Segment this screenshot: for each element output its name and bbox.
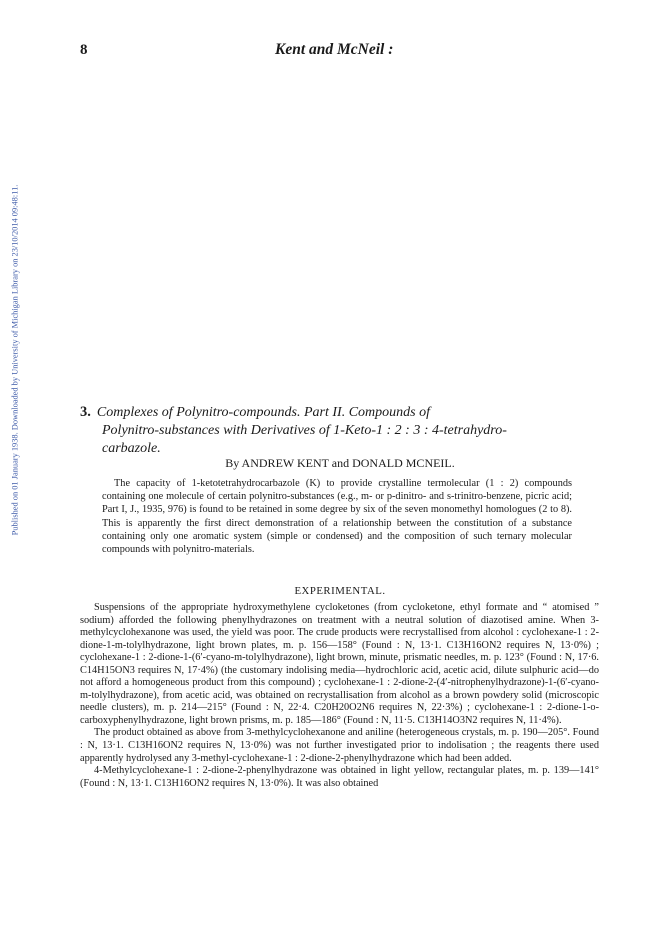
paragraph-2: The product obtained as above from 3-methylcyclohexanone and aniline (heterogeneous crystals, m. p. 190—205°. Found : N, 13·1. C13H16ON2 requires N, 13·0%) was not further investigated prior to indolisation ; the reagents there used apparently hydrolysed any 3-methyl-cyclohexane-1 : 2-dione-2-phenylhydrazone which had been added. (80, 727, 599, 764)
paragraph-3: 4-Methylcyclohexane-1 : 2-dione-2-phenylhydrazone was obtained in light yellow, rectangular plates, m. p. 139—141° (Found : N, 13·1. C13H16ON2 requires N, 13·0%). It was also obtained (80, 765, 599, 789)
page-number: 8 (80, 42, 88, 58)
article-number: 3. (80, 404, 91, 420)
download-watermark (9, 110, 21, 610)
running-head: Kent and McNeil : (275, 41, 394, 58)
abstract (102, 477, 572, 556)
section-heading: EXPERIMENTAL. (294, 585, 386, 597)
authors: By ANDREW KENT and DONALD MCNEIL. (225, 456, 455, 470)
abstract-text: The capacity of 1-ketotetrahydrocarbazole (K) to provide crystalline termolecular (1 : 2) compounds containing one molecule of certain polynitro-substances (e.g., m- or p-dinitro- and s-trinitro-benzene, picric acid; Part I, J., 1935, 976) is found to be retained in some degree by six of the seven monomethyl homologues (2 to 8). This is apparently the first direct demonstration of a relationship between the constitution of a substance containing only one aromatic system (simple or condensed) and the composition of such ternary molecular compounds with polynitro-materials. (102, 478, 572, 556)
article-title-line-1 (80, 403, 600, 422)
article-title (80, 403, 600, 458)
download-watermark-text: Published on 01 January 1938. Downloaded by University of Michigan Library on 23/10/2014 09:48:11. (10, 184, 20, 536)
article-title-line-3: carbazole. (102, 441, 161, 456)
body-text (80, 602, 599, 790)
title-line-1-text: Complexes of Polynitro-compounds. Part II. Compounds of (96, 405, 430, 420)
paragraph-1: Suspensions of the appropriate hydroxymethylene cycloketones (from cycloketone, ethyl formate and “ atomised ” sodium) afforded the following phenylhydrazones on treatment with a neutral solution of diazotised amine. When 3-methylcyclohexanone was used, the yield was poor. The crude products were recrystallised from alcohol : cyclohexane-1 : 2-dione-1-m-tolylhydrazone, light brown plates, m. p. 156—158° (Found : N, 13·1. C13H16ON2 requires N, 13·0%) ; cyclohexane-1 : 2-dione-1-(6′-cyano-m-tolylhydrazone), light brown, minute, prismatic needles, m. p. 123° (Found : N, 17·6. C14H15ON3 requires N, 17·4%) (the customary indolising media—hydrochloric acid, acetic acid, dilute sulphuric acid—do not afford a homogeneous product from this compound) ; cyclohexane-1 : 2-dione-2-(4′-nitrophenylhydrazone)-1-(6′-cyano-m-tolylhydrazone), from acetic acid, was obtained on recrystallisation from alcohol as a brown powdery solid (microscopic needle clusters), m. p. 214—215° (Found : N, 22·4. C20H20O2N6 requires N, 22·3%) ; cyclohexane-1 : 2-dione-1-o-carboxyphenylhydrazone, light brown prisms, m. p. 185—186° (Found : N, 11·5. C13H14O3N2 requires N, 11·4%). (80, 602, 599, 726)
article-title-line-2: Polynitro-substances with Derivatives of 1-Keto-1 : 2 : 3 : 4-tetrahydro- (102, 423, 507, 438)
